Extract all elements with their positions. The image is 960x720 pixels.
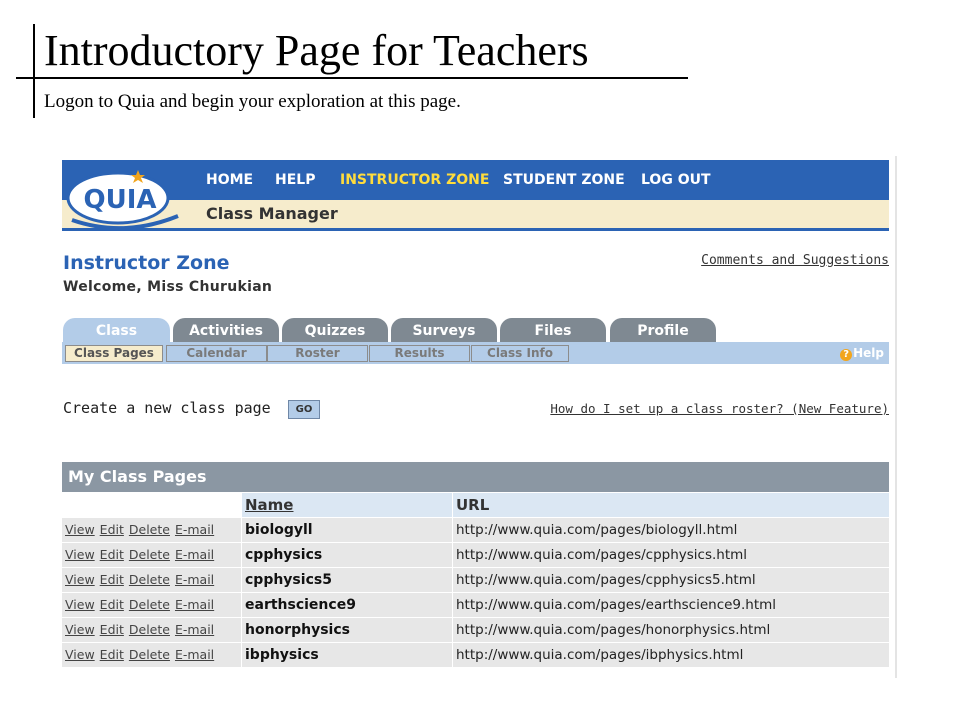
class-url-cell: http://www.quia.com/pages/cpphysics.html: [453, 543, 889, 567]
class-url-cell: http://www.quia.com/pages/cpphysics5.html: [453, 568, 889, 592]
class-url-cell: http://www.quia.com/pages/ibphysics.html: [453, 643, 889, 667]
delete-link[interactable]: Delete: [128, 547, 170, 562]
help-link[interactable]: [840, 346, 884, 361]
view-link[interactable]: View: [65, 547, 95, 562]
slide-title: Introductory Page for Teachers: [44, 26, 589, 75]
class-name-cell: cpphysics5: [242, 568, 452, 592]
row-actions: [62, 518, 241, 542]
header-divider: [62, 228, 889, 231]
row-actions: [62, 568, 241, 592]
subtab-class-info[interactable]: Class Info: [471, 345, 569, 362]
edit-link[interactable]: Edit: [99, 547, 124, 562]
view-link[interactable]: View: [65, 572, 95, 587]
nav-home[interactable]: HOME: [206, 172, 254, 188]
row-actions: [62, 643, 241, 667]
subtab-results[interactable]: Results: [369, 345, 470, 362]
table-row: [62, 593, 889, 617]
delete-link[interactable]: Delete: [128, 572, 170, 587]
email-link[interactable]: E-mail: [174, 647, 215, 662]
subtab-roster[interactable]: Roster: [267, 345, 368, 362]
instructor-zone-title: Instructor Zone: [63, 252, 230, 274]
edit-link[interactable]: Edit: [99, 572, 124, 587]
table-row: [62, 568, 889, 592]
quia-screenshot: [62, 156, 898, 678]
tab-class[interactable]: Class: [63, 318, 170, 343]
edit-link[interactable]: Edit: [99, 597, 124, 612]
help-label: Help: [853, 346, 884, 360]
view-link[interactable]: View: [65, 522, 95, 537]
comments-link[interactable]: Comments and Suggestions: [701, 253, 889, 268]
email-link[interactable]: E-mail: [174, 572, 215, 587]
row-actions: [62, 618, 241, 642]
name-column-header[interactable]: Name: [242, 493, 452, 517]
class-manager-title: Class Manager: [206, 204, 338, 223]
class-name-cell: earthscience9: [242, 593, 452, 617]
view-link[interactable]: View: [65, 597, 95, 612]
email-link[interactable]: E-mail: [174, 597, 215, 612]
view-link[interactable]: View: [65, 647, 95, 662]
class-name-cell: cpphysics: [242, 543, 452, 567]
email-link[interactable]: E-mail: [174, 547, 215, 562]
class-name-cell: honorphysics: [242, 618, 452, 642]
table-row: [62, 643, 889, 667]
class-url-cell: http://www.quia.com/pages/biologyll.html: [453, 518, 889, 542]
table-row: [62, 618, 889, 642]
tab-activities[interactable]: Activities: [173, 318, 279, 343]
delete-link[interactable]: Delete: [128, 522, 170, 537]
roster-howto-link[interactable]: How do I set up a class roster? (New Feature): [550, 401, 889, 416]
class-url-cell: http://www.quia.com/pages/honorphysics.html: [453, 618, 889, 642]
screenshot-right-edge: [895, 156, 897, 678]
my-class-pages-header: My Class Pages: [62, 462, 889, 492]
go-button[interactable]: GO: [288, 400, 320, 419]
nav-instructor-zone[interactable]: INSTRUCTOR ZONE: [340, 172, 490, 188]
tab-quizzes[interactable]: Quizzes: [282, 318, 388, 343]
actions-header-blank: [62, 493, 241, 517]
row-actions: [62, 543, 241, 567]
title-vertical-rule: [33, 24, 35, 118]
view-link[interactable]: View: [65, 622, 95, 637]
nav-help[interactable]: HELP: [275, 172, 316, 188]
delete-link[interactable]: Delete: [128, 597, 170, 612]
subtab-calendar[interactable]: Calendar: [166, 345, 267, 362]
tab-surveys[interactable]: Surveys: [391, 318, 497, 343]
delete-link[interactable]: Delete: [128, 622, 170, 637]
class-url-cell: http://www.quia.com/pages/earthscience9.html: [453, 593, 889, 617]
create-class-page-label: Create a new class page: [63, 399, 271, 417]
subtab-class-pages[interactable]: Class Pages: [65, 345, 163, 362]
edit-link[interactable]: Edit: [99, 622, 124, 637]
nav-student-zone[interactable]: STUDENT ZONE: [503, 172, 625, 188]
edit-link[interactable]: Edit: [99, 647, 124, 662]
class-name-cell: ibphysics: [242, 643, 452, 667]
delete-link[interactable]: Delete: [128, 647, 170, 662]
welcome-text: Welcome, Miss Churukian: [63, 279, 273, 295]
table-row: [62, 543, 889, 567]
question-icon: ?: [840, 349, 852, 361]
table-row: [62, 518, 889, 542]
class-manager-bar: [62, 200, 889, 228]
row-actions: [62, 593, 241, 617]
quia-logo-icon[interactable]: [64, 162, 182, 228]
tab-profile[interactable]: Profile: [610, 318, 716, 343]
tab-files[interactable]: Files: [500, 318, 606, 343]
logo-text: QUIA: [83, 185, 157, 215]
class-name-cell: biologyll: [242, 518, 452, 542]
email-link[interactable]: E-mail: [174, 622, 215, 637]
slide-subtitle: Logon to Quia and begin your exploration at this page.: [44, 91, 461, 112]
email-link[interactable]: E-mail: [174, 522, 215, 537]
nav-log-out[interactable]: LOG OUT: [641, 172, 711, 188]
url-column-header: URL: [453, 493, 889, 517]
edit-link[interactable]: Edit: [99, 522, 124, 537]
